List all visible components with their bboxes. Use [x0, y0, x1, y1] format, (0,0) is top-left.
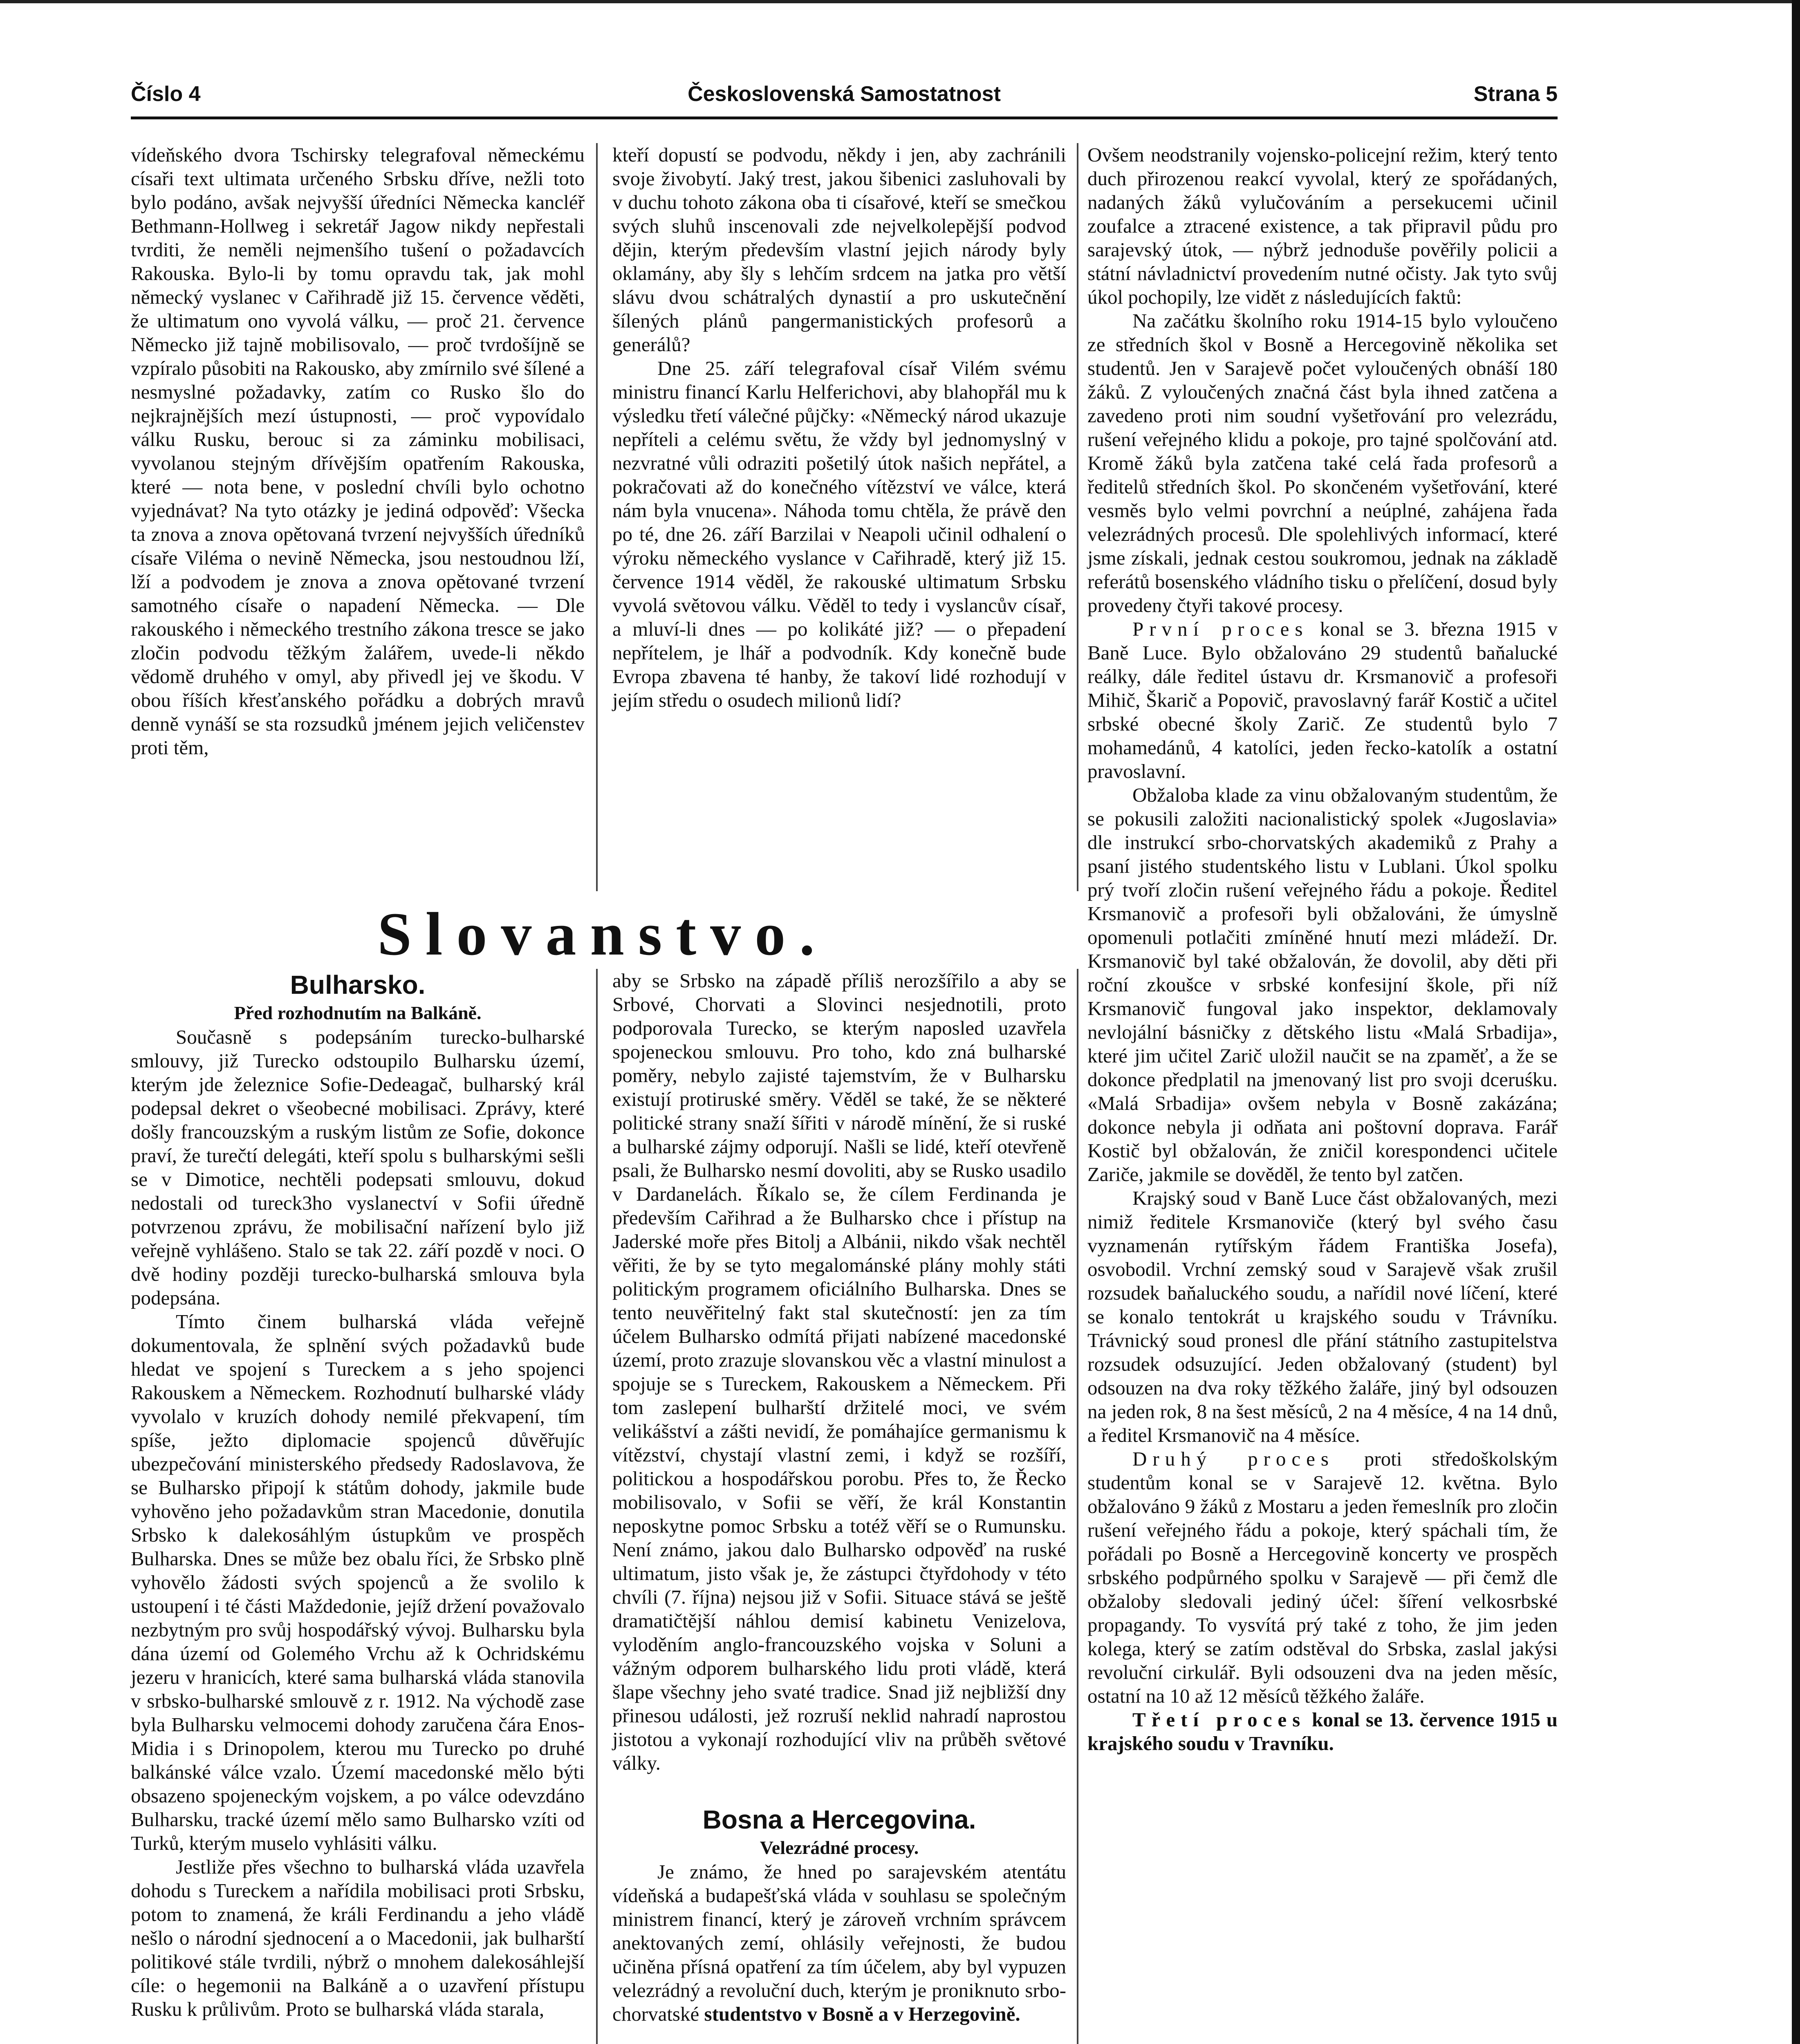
article-paragraph: Dne 25. září telegrafoval císař Vilém svému ministru financí Karlu Helferichovi, aby blahopřál mu k výsledku třetí válečné půjčky: «Německý národ ukazuje nepříteli a celému světu, že vždy byl jednomyslný v nezvratné vůli odraziti pošetilý útok našich nepřátel, a pokračovati až do konečného vítězství ve válce, která nám byla vnucena». Náhoda tomu chtěla, že právě den po té, dne 26. září Barzilai v Neapoli učinil odhalení o výroku německého vyslance v Cařihradě, který již 15. července 1914 věděl, že rakouské ultimatum Srbsku vyvolá světovou válku. Věděl to tedy i vyslancův císař, a mluví-li dnes — po kolikáté již? — o přepadení nepřítelem, je lhář a podvodník. Kdy konečně bude Evropa zbavena té hanby, že takoví lidé rozhodují v jejím středu o osudech milionů lidí?: [612, 357, 1066, 711]
bulharsko-column-1: [131, 969, 585, 2021]
header-rule: [131, 117, 1558, 119]
article-paragraph: vídeňského dvora Tschirsky telegrafoval německému císaři text ultimata určeného Srbsku dříve, nežli toto bylo podáno, avšak nejvyšší úředníci Německa kancléř Bethmann-Hollweg i sekretář Jagow nikdy nepřestali tvrditi, že neměli nejmenšího tušení o požadavcích Rakouska. Bylo-li by tomu opravdu tak, jak mohl německý vyslanec v Cařihradě již 15. července věděti, že ultimatum ono vyvolá válku, — proč 21. července Německo již tajně mobilisovalo, — proč tvrdošíjně se vzpíralo působiti na Rakousko, aby zmírnilo své šílené a nesmyslné požadavky, zatím co Rusko šlo do nejkrajnějších mezí ústupnosti, — proč vypovídalo válku Rusku, berouc si za záminku mobilisaci, vyvolanou stejným dřívějším opatřením Rakouska, které — nota bene, v poslední chvíli bylo ochotno vyjednávat? Na tyto otázky je jediná odpověď: Všecka ta znova a znova opětovaná tvrzení nejvyšších úředníků císaře Viléma o nevině Německa, jsou nestoudnou lží, lží a podvodem je znova a znova opětované tvrzení samotného císaře o napadení Německa. — Dle rakouského i německého trestního zákona tresce se jako zločin podvodu těžkým žalářem, uvede-li někdo vědomě druhého v omyl, aby přivedl jej ve škodu. V obou říších křesťanského pořádku a dobrých mravů denně vynáší se sta rozsudků jménem jejich veličenstev proti těm,: [131, 143, 585, 759]
bosna-subtitle: Velezrádné procesy.: [760, 1837, 919, 1858]
bosna-title: Bosna a Hercegovina.: [702, 1805, 976, 1834]
column-divider: [596, 969, 598, 2044]
page-header: [131, 82, 1558, 114]
column-divider: [1077, 969, 1078, 2044]
article-column-2: [612, 143, 1066, 712]
column-divider: [596, 143, 598, 891]
article-paragraph: Druhý proces proti středoškolským studentům konal se v Sarajevě 12. května. Bylo obžalováno 9 žáků z Mostaru a jeden řemeslník pro zločin rušení veřejného řádu a pokoje, který spáchali tím, že pořádali po Bosně a Hercegovině koncerty ve prospěch srbského podpůrného spolku v Sarajevě — při čemž dle obžaloby sledovali jediný účel: šíření velkosrbské propagandy. To vysvítá prý také z toho, že jim jeden kolega, který se zatím odstěval do Srbska, zaslal jakýsi revoluční cirkulář. Byli odsouzeni dva na jeden měsíc, ostatní na 10 až 12 měsíců těžkého žaláře.: [1087, 1448, 1558, 1707]
process-label: První proces: [1132, 618, 1309, 640]
article-paragraph: Ovšem neodstranily vojensko-policejní režim, který tento duch přirozenou reakcí vyvolal, který ze spořádaných, nadaných žáků vylučováním a persekucemi učinil zoufalce a ztracené existence, a tak připravil půdu pro sarajevský útok, — nýbrž jednoduše pověřily policii a státní návladnictví provedením nutné očisty. Jak tyto svůj úkol pochopily, lze vidět z následujících faktů:: [1087, 143, 1558, 308]
page-number: Strana 5: [1473, 82, 1558, 106]
section-heading-slovanstvo: Slovanstvo.: [377, 900, 829, 968]
article-paragraph: Jestliže přes všechno to bulharská vláda uzavřela dohodu s Tureckem a nařídila mobilisaci proti Srbsku, potom to znamená, že králi Ferdinandu a jeho vládě nešlo o národní sjednocení a o Macedonii, jak bulharští politikové stále tvrdili, nýbrž o mnohem dalekosáhlejší cíle: o hegemonii na Balkáně a o uzavření přístupu Rusku k průlivům. Proto se bulharská vláda starala,: [131, 1856, 585, 2020]
article-paragraph: kteří dopustí se podvodu, někdy i jen, aby zachránili svoje živobytí. Jaký trest, jakou šibenici zasluhovali by v duchu tohoto zákona oba ti císařové, kteří se smečkou svých sluhů inscenovali zde nejvelkolepější podvod dějin, kterým především vlastní jejich národy byly oklamány, aby šly s lehčím srdcem na jatka pro větší slávu dvou schátralých dynastií a pro uskutečnění šílených plánů pangermanistických profesorů a generálů?: [612, 143, 1066, 356]
bulharsko-title: Bulharsko.: [290, 970, 426, 1000]
issue-number: Číslo 4: [131, 82, 201, 106]
article-column-3: [1087, 143, 1558, 1755]
bulharsko-column-2: [612, 969, 1066, 2026]
process-label: Třetí proces: [1132, 1708, 1306, 1731]
bulharsko-subtitle: Před rozhodnutím na Balkáně.: [234, 1002, 482, 1023]
article-paragraph: Tímto činem bulharská vláda veřejně dokumentovala, že splnění svých požadavků bude hledat ve spojení s Tureckem a s jeho spojenci Rakouskem a Německem. Rozhodnutí bulharské vlády vyvolalo v kruzích dohody nemilé překvapení, tím spíše, ježto diplomacie spojenců důvěřujíc ubezpečování ministerského předsedy Radoslavova, že se Bulharsko připojí k státům dohody, jakmile bude vyhověno jeho požadavkům stran Macedonie, donutila Srbsko k dalekosáhlým ústupkům ve prospěch Bulharska. Dnes se může bez obalu říci, že Srbsko plně vyhovělo žádosti svých spojenců a že svolilo k ustoupení i té části Maždedonie, jejíž držení považovalo nezbytným pro svůj hospodářský vývoj. Bulharsku byla dána území od Golemého Vrchu až k Ochridskému jezeru v hranicích, které sama bulharská vláda stanovila v srbsko-bulharské smlouvě z r. 1912. Na východě zase byla Bulharsku velmocemi dohody zaručena čára Enos-Midia i s Drinopolem, kterou mu Turecko po druhé balkánské válce vzalo. Území macedonské mělo býti obsazeno spojeneckým vojskem, a po válce odevzdáno Bulharsku, tracké území mělo samo Bulharsko vzíti od Turků, kterým muselo vyhlásiti válku.: [131, 1310, 585, 1854]
article-paragraph: Na začátku školního roku 1914-15 bylo vyloučeno ze středních škol v Bosně a Hercegovině několika set studentů. Jen v Sarajevě počet vyloučených obnáší 180 žáků. Z vyloučených značná část byla ihned zatčena a zavedeno proti nim soudní vyšetřování pro velezrádu, rušení veřejného klidu a pokoje, pro tajné spolčování atd. Kromě žáků byla zatčena také celá řada profesorů a ředitelů středních škol. Po skončeném vyšetřování, které vesměs bylo velmi povrchní a neúplné, zahájena řada velezrádných procesů. Dle spolehlivých informací, které jsme získali, jednak cestou soukromou, jednak na základě referátů bosenského vládního tisku o přelíčení, dosud byly provedeny čtyři takové procesy.: [1087, 309, 1558, 616]
article-paragraph: aby se Srbsko na západě příliš nerozšířilo a aby se Srbové, Chorvati a Slovinci nesjednotili, proto podporovala Turecko, se kterým naposled uzavřela spojeneckou smlouvu. Pro toho, kdo zná bulharské poměry, nebylo zajisté tajemstvím, že v Bulharsku existují protiruské směry. Věděl se také, že se některé politické strany snaží šířiti v národě mínění, že si ruské a bulharské zájmy odporují. Našli se lidé, kteří otevřeně psali, že Bulharsko nesmí dovoliti, aby se Rusko usadilo v Dardanelách. Říkalo se, že cílem Ferdinanda je především Cařihrad a že Bulharsko chce i přístup na Jaderské moře přes Bitolj a Albánii, nikdo však nechtěl věřiti, že by se tyto megalománské plány mohly státi politickým programem oficiálního Bulharska. Dnes se tento neuvěřitelný fakt stal skutečností: jen za tím účelem Bulharsko odmítá přijati nabízené macedonské území, proto zrazuje slovanskou věc a vlastní minulost a spojuje se s Tureckem, Rakouskem a Německem. Při tom zaslepení bulharští držitelé moci, ve svém velikášství a zášti nevidí, že pomáhajíce germanismu k vítězství, chystají vlastní zemi, i když se rozšíří, politickou a hospodářskou porobu. Přes to, že Řecko mobilisovalo, v Sofii se věří, že král Konstantin neposkytne pomoc Srbsku a totéž věří se o Rumunsku. Není známo, jakou dalo Bulharsko odpověď na ruské ultimatum, jisto však je, že zástupci čtyřdohody v této chvíli (7. října) nejsou již v Sofii. Situace stává se ještě dramatičtější náhlou demisí kabinetu Venizelova, vyloděním anglo-francouzského vojska v Soluni a vážným odporem bulharského lidu proti vládě, která šlape všechny jeho svaté tradice. Snad již nejbližší dny přinesou události, jež rozruší neklid nahradí naprostou jistotou a vykonají rozhodující vliv na průběh světové války.: [612, 969, 1066, 1774]
article-paragraph: První proces konal se 3. března 1915 v Baně Luce. Bylo obžalováno 29 studentů baňalucké reálky, dále ředitel ústavu dr. Krsmanovič a profesoři Mihič, Škarič a Popovič, pravoslavný farář Kostič a učitel srbské obecné školy Zarič. Ze studentů bylo 7 mohamedánů, 4 katolíci, jeden řecko-katolík a ostatní pravoslavní.: [1087, 618, 1558, 782]
column-divider: [1077, 143, 1078, 891]
page-top-edge: [0, 0, 1800, 3]
article-paragraph: Třetí proces konal se 13. července 1915 u krajského soudu v Travníku.: [1087, 1708, 1558, 1755]
process-label: Druhý proces: [1132, 1448, 1334, 1470]
article-paragraph: Krajský soud v Baně Luce část obžalovaných, mezi nimiž ředitele Krsmanoviče (který byl svého času vyznamenán rytířským řádem Františka Josefa), osvobodil. Vrchní zemský soud v Sarajevě však zrušil rozsudek baňaluckého soudu, a nařídil nové líčení, které se konalo tentokrát u krajského soudu v Trávníku. Trávnický soud pronesl dle přání státního zastupitelstva rozsudek odsuzující. Jeden obžalovaný (student) byl odsouzen na dva roky těžkého žaláře, jiný byl odsouzen na jeden rok, 8 na šest měsíců, 2 na 4 měsíce, 4 na 14 dnů, a ředitel Krsmanovič na 4 měsíce.: [1087, 1187, 1558, 1446]
article-paragraph: Je známo, že hned po sarajevském atentátu vídeňská a budapešťská vláda v souhlasu se společným ministrem financí, který je zároveň vrchním správcem anektovaných zemí, ohlásily veřejnosti, že budou učiněna přísná opatření za tím účelem, aby byl vypuzen velezrádný a revoluční duch, kterým je proniknuto srbo-chorvatské studentstvo v Bosně a v Herzegovině.: [612, 1860, 1066, 2025]
article-column-1: [131, 143, 585, 760]
newspaper-title: Československá Samostatnost: [688, 82, 1001, 106]
article-paragraph: Obžaloba klade za vinu obžalovaným studentům, že se pokusili založiti nacionalistický spolek «Jugoslavia» dle instrukcí srbo-chorvatských akademiků z Prahy a psaní jistého studentského listu v Lublani. Úkol spolku prý tvoří zločin rušení veřejného řádu a pokoje. Ředitel Krsmanovič a profesoři byli obžalováni, že úmyslně opomenuli potlačiti zmíněné hnutí mezi mládeží. Dr. Krsmanovič byl také obžalován, že dovolil, aby děti při roční zkoušce v srbské konfesijní škole, při níž Krsmanovič fungoval jako inspektor, deklamovaly nevlojální básničky z dětského listu «Malá Srbadija», které jim učitel Zarič uložil naučit se na zpaměť, a že se dokonce předplatil na jmenovaný list pro svoji dceruśku. «Malá Srbadija» ovšem nebyla v Bosně zakázána; dokonce nebyla ji odňata ani poštovní doprava. Farář Kostič byl obžalován, že zničil korespondenci učitele Zariče, jakmile se dověděl, že tento byl zatčen.: [1087, 784, 1558, 1186]
article-paragraph: Současně s podepsáním turecko-bulharské smlouvy, již Turecko odstoupilo Bulharsku území, kterým jde železnice Sofie-Dedeagač, bulharský král podepsal dekret o všeobecné mobilisaci. Zprávy, které došly francouzským a ruským listům ze Sofie, dokonce praví, že turečtí delegáti, kteří spolu s bulharskými sešli se v Dimotice, nechtěli podepsati smlouvu, dokud nedostali od tureck3ho vyslanectví v Sofii úředně potvrzenou zprávu, že mobilisační nařízení bylo již veřejně vyhlášeno. Stalo se tak 22. září pozdě v noci. O dvě hodiny později turecko-bulharská smlouva byla podepsána.: [131, 1026, 585, 1309]
page-right-edge: [1792, 0, 1800, 2044]
